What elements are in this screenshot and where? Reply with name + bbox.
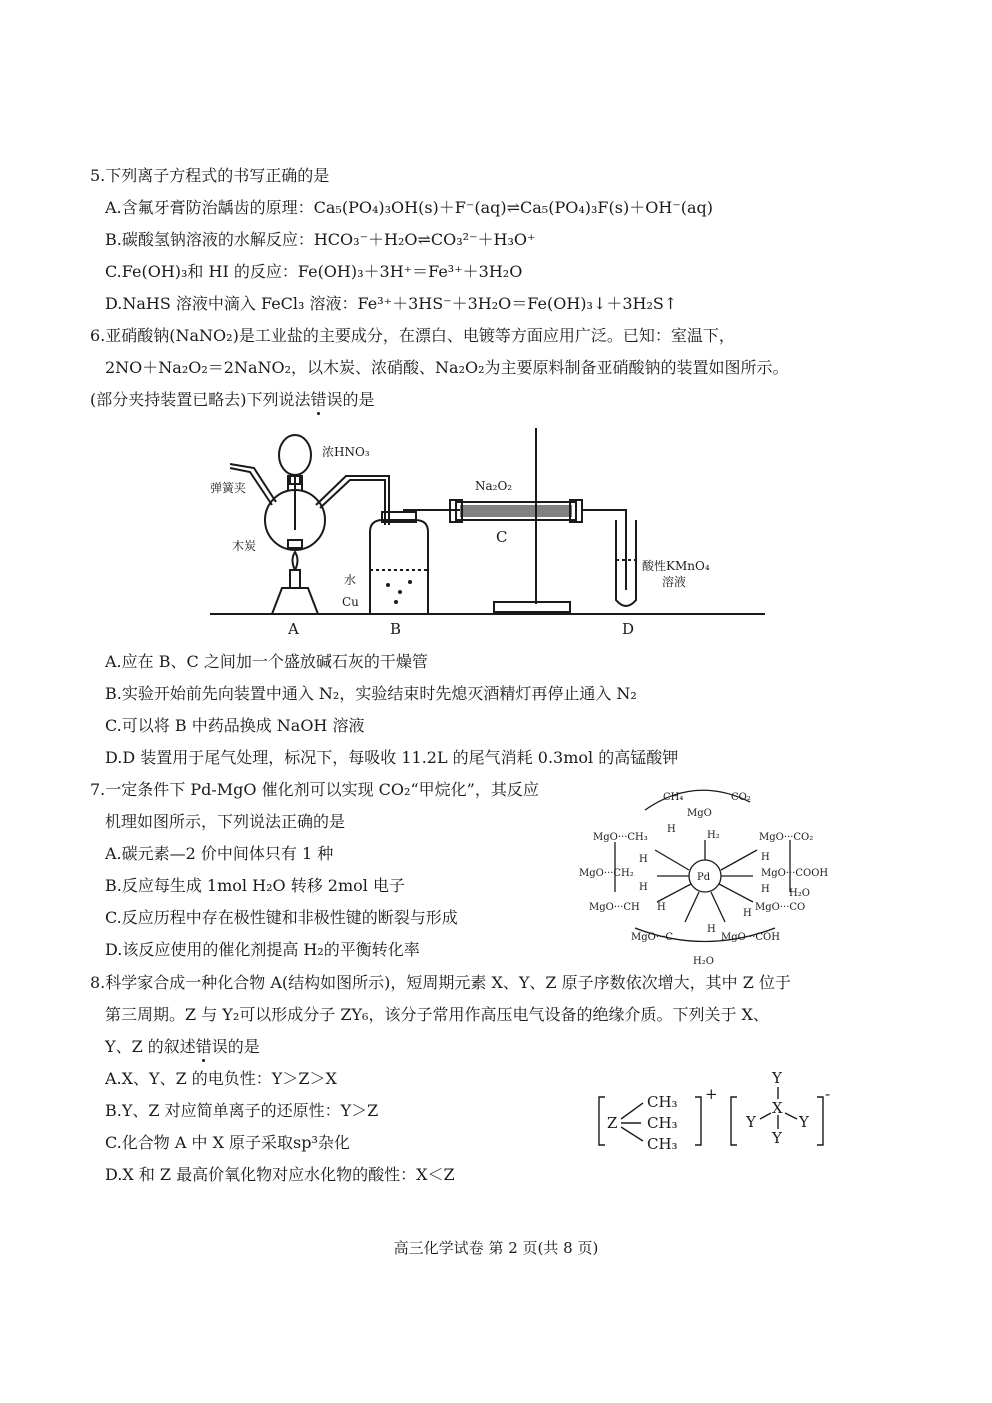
- cycle-mgo-top: MgO: [687, 808, 712, 819]
- cycle-h-r3: H: [743, 908, 752, 919]
- q6-stem-line3: [90, 390, 375, 410]
- q8-stem-line3: [105, 1037, 260, 1057]
- label-spring-clip: 弹簧夹: [210, 481, 247, 495]
- q7-stem-line1: 7.一定条件下 Pd-MgO 催化剂可以实现 CO₂“甲烷化”，其反应: [90, 780, 539, 799]
- cycle-h2: H₂: [707, 830, 720, 841]
- cycle-h2o-bottom: H₂O: [693, 956, 714, 967]
- q6-option-c: C.可以将 B 中药品换成 NaOH 溶液: [105, 716, 365, 735]
- q7-stem-line2: 机理如图所示，下列说法正确的是: [105, 812, 346, 831]
- label-d: D: [622, 620, 635, 638]
- q8-option-c: C.化合物 A 中 X 原子采取sp³杂化: [105, 1133, 350, 1152]
- structure-plus: +: [705, 1085, 718, 1103]
- label-water: 水: [344, 573, 357, 587]
- cycle-h-l2: H: [639, 882, 648, 893]
- cycle-mgo-ch: MgO···CH: [589, 902, 640, 913]
- cycle-h-r1: H: [761, 852, 770, 863]
- cycle-h-l1: H: [639, 854, 648, 865]
- cycle-mgo-cooh: MgO···COOH: [761, 868, 829, 879]
- label-conc-hno3: 浓HNO₃: [322, 445, 370, 459]
- label-kmno4: 酸性KMnO₄: [642, 559, 710, 573]
- q6-apparatus-figure: [210, 420, 770, 640]
- q8-option-b: B.Y、Z 对应简单离子的还原性：Y＞Z: [105, 1101, 379, 1120]
- page-footer: 高三化学试卷 第 2 页(共 8 页): [393, 1239, 599, 1257]
- cycle-mgo-ch2: MgO···CH₂: [579, 868, 634, 879]
- q8-stem-post: 误的是: [211, 1037, 260, 1056]
- q8-stem-pre: Y、Z 的叙述: [105, 1037, 196, 1056]
- cycle-co2: CO₂: [731, 792, 751, 803]
- q7-option-d: D.该反应使用的催化剂提高 H₂的平衡转化率: [105, 940, 420, 959]
- structure-ch3-1: CH₃: [647, 1093, 678, 1111]
- q6-option-d: D.D 装置用于尾气处理，标况下，每吸收 11.2L 的尾气消耗 0.3mol 的高锰酸钾: [105, 748, 679, 767]
- q8-stem-line1: 8.科学家合成一种化合物 A(结构如图所示)，短周期元素 X、Y、Z 原子序数依次增大，其中 Z 位于: [90, 973, 791, 992]
- label-b: B: [390, 620, 402, 638]
- q5-option-b: B.碳酸氢钠溶液的水解反应：HCO₃⁻＋H₂O⇌CO₃²⁻＋H₃O⁺: [105, 230, 536, 249]
- q5-option-c: C.Fe(OH)₃和 HI 的反应：Fe(OH)₃＋3H⁺＝Fe³⁺＋3H₂O: [105, 262, 523, 281]
- label-na2o2: Na₂O₂: [475, 479, 513, 493]
- q6-option-a: A.应在 B、C 之间加一个盛放碱石灰的干燥管: [105, 652, 428, 671]
- label-charcoal: 木炭: [232, 539, 257, 553]
- q6-stem-pre: (部分夹持装置已略去)下列说法: [90, 390, 311, 409]
- cycle-mgo-ch3: MgO···CH₃: [593, 832, 648, 843]
- label-a: A: [288, 620, 299, 638]
- q6-emphasis-char: 错: [310, 390, 327, 409]
- structure-y-right: Y: [799, 1113, 809, 1131]
- cycle-mgo-co2: MgO···CO₂: [759, 832, 814, 843]
- q5-option-a: A.含氟牙膏防治龋齿的原理：Ca₅(PO₄)₃OH(s)＋F⁻(aq)⇌Ca₅(PO₄)₃F(s)＋OH⁻(aq): [105, 198, 713, 217]
- structure-z: Z: [607, 1114, 618, 1132]
- q8-option-d: D.X 和 Z 最高价氧化物对应水化物的酸性：X＜Z: [105, 1165, 455, 1184]
- structure-ch3-3: CH₃: [647, 1135, 678, 1153]
- q6-stem-line1: 6.亚硝酸钠(NaNO₂)是工业盐的主要成分，在漂白、电镀等方面应用广泛。已知：室温下，: [90, 326, 735, 345]
- cycle-h-l3: H: [657, 902, 666, 913]
- cycle-mgo-c: MgO···C: [631, 932, 674, 943]
- structure-y-bottom: Y: [772, 1129, 782, 1147]
- cycle-mgo-co: MgO···CO: [755, 902, 806, 913]
- q8-stem-line2: 第三周期。Z 与 Y₂可以形成分子 ZY₆，该分子常用作高压电气设备的绝缘介质。下列关于 X、: [105, 1005, 769, 1024]
- q5-stem: 5.下列离子方程式的书写正确的是: [90, 166, 330, 185]
- q6-option-b: B.实验开始前先向装置中通入 N₂，实验结束时先熄灭酒精灯再停止通入 N₂: [105, 684, 637, 703]
- q6-stem-post: 误的是: [326, 390, 375, 409]
- label-cu: Cu: [342, 595, 359, 609]
- structure-minus: -: [825, 1085, 831, 1103]
- q5-option-d: D.NaHS 溶液中滴入 FeCl₃ 溶液：Fe³⁺＋3HS⁻＋3H₂O＝Fe(OH)₃↓＋3H₂S↑: [105, 294, 678, 313]
- q6-stem-line2: 2NO＋Na₂O₂＝2NaNO₂，以木炭、浓硝酸、Na₂O₂为主要原料制备亚硝酸钠的装置如图所示。: [105, 358, 789, 377]
- structure-ch3-2: CH₃: [647, 1114, 678, 1132]
- structure-y-top: Y: [772, 1069, 782, 1087]
- cycle-h-r2: H: [761, 884, 770, 895]
- q8-emphasis-char: 错: [195, 1037, 212, 1056]
- q8-option-a: A.X、Y、Z 的电负性：Y＞Z＞X: [105, 1069, 337, 1088]
- label-solution: 溶液: [662, 575, 687, 589]
- cycle-h2o-right: H₂O: [789, 888, 810, 899]
- cycle-pd: Pd: [697, 872, 711, 883]
- cycle-h-bottom: H: [707, 924, 716, 935]
- label-c: C: [496, 528, 508, 546]
- cycle-h-top: H: [667, 824, 676, 835]
- q7-mechanism-cycle: [575, 780, 845, 970]
- q8-structure-figure: [595, 1065, 845, 1165]
- cycle-mgo-coh: MgO···COH: [721, 932, 780, 943]
- structure-x: X: [772, 1099, 783, 1117]
- cycle-ch4: CH₄: [663, 792, 684, 803]
- q7-option-c: C.反应历程中存在极性键和非极性键的断裂与形成: [105, 908, 458, 927]
- q7-option-b: B.反应每生成 1mol H₂O 转移 2mol 电子: [105, 876, 405, 895]
- structure-y-left: Y: [746, 1113, 756, 1131]
- q7-option-a: A.碳元素—2 价中间体只有 1 种: [105, 844, 334, 863]
